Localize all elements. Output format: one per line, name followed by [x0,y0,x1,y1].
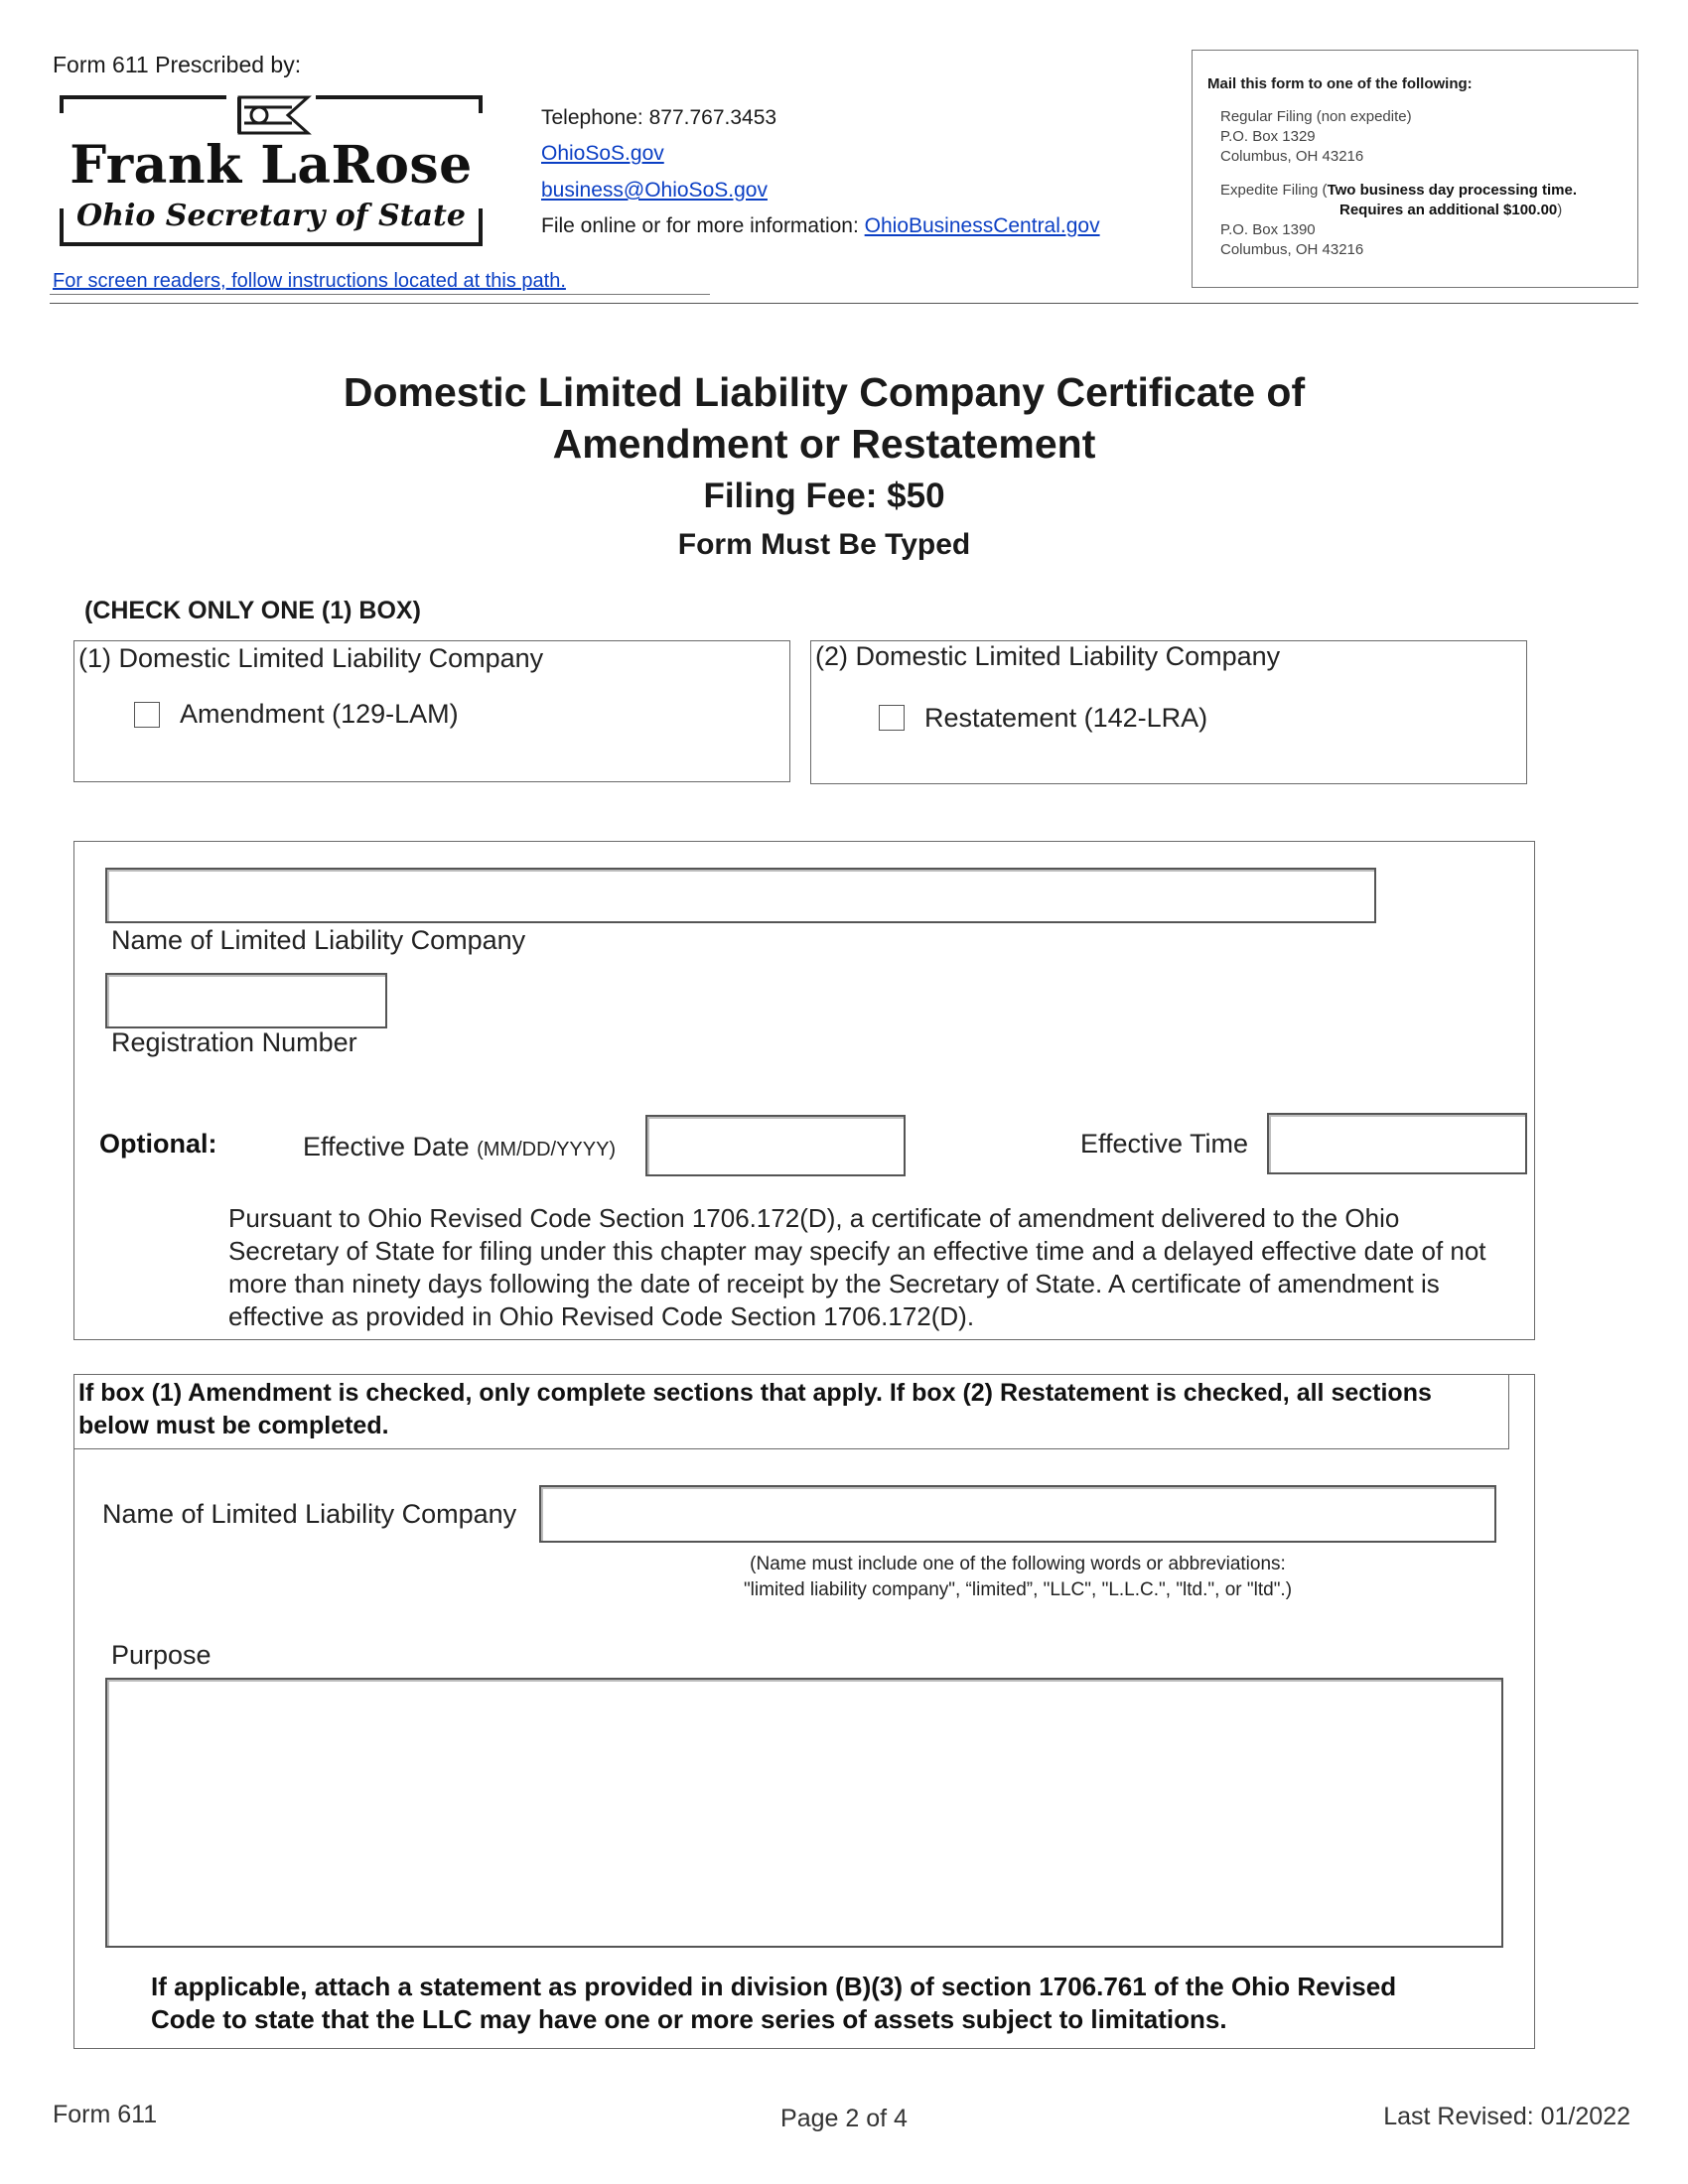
expedite-prefix: Expedite Filing ( [1220,182,1328,199]
restatement-checkbox[interactable] [879,705,905,731]
filing-fee: Filing Fee: $50 [703,477,945,515]
option2-heading: (2) Domestic Limited Liability Company [815,641,1281,671]
logo-name: Frank LaRose [70,135,473,196]
optional-label: Optional: [99,1129,217,1159]
expedite-fee: Requires an additional $100.00 [1339,202,1558,218]
restatement-option-box [810,640,1527,784]
option1-heading: (1) Domestic Limited Liability Company [78,643,544,673]
expedite-filing-label [1220,182,1577,199]
purpose-label: Purpose [111,1640,211,1670]
effective-date-text: Effective Date [303,1132,478,1161]
effective-date-label [303,1132,616,1162]
amendment-checkbox[interactable] [134,702,160,728]
section2-instructions: If box (1) Amendment is checked, only complete sections that apply. If box (2) Restatement is checked, all sections below must be completed. [78,1379,1432,1439]
effective-date-input[interactable] [645,1115,906,1176]
new-llc-name-label: Name of Limited Liability Company [102,1499,517,1529]
expedite-suffix: ) [1557,202,1563,218]
form-must-be-typed: Form Must Be Typed [677,528,971,561]
footer-last-revised: Last Revised: 01/2022 [1383,2103,1630,2130]
website-link[interactable]: OhioSoS.gov [541,142,664,165]
effective-time-input[interactable] [1267,1113,1527,1174]
name-requirement-note-2: "limited liability company", “limited”, "LLC", "L.L.C.", "ltd.", or "ltd".) [743,1579,1293,1600]
form-title-line1: Domestic Limited Liability Company Certificate of [343,369,1306,415]
series-attachment-note: If applicable, attach a statement as provided in division (B)(3) of section 1706.761 of the Ohio Revised Code to state that the LLC may have one or more series of assets subject to limitations. [151,1972,1397,2034]
screen-reader-link[interactable]: For screen readers, follow instructions located at this path. [53,270,566,292]
expedite-fee-line [1339,202,1562,218]
footer-page-number: Page 2 of 4 [780,2105,908,2132]
purpose-textarea[interactable] [105,1678,1503,1948]
restatement-label: Restatement (142-LRA) [924,703,1208,733]
logo-subtitle: Ohio Secretary of State [76,199,466,233]
email-link[interactable]: business@OhioSoS.gov [541,179,768,202]
mail-title: Mail this form to one of the following: [1207,75,1473,92]
amendment-option-box [73,640,790,782]
business-central-link[interactable]: OhioBusinessCentral.gov [864,214,1100,237]
registration-number-label: Registration Number [111,1027,357,1057]
header-divider [50,294,710,295]
registration-number-input[interactable] [105,973,387,1028]
footer-form-number: Form 611 [53,2101,158,2128]
expedite-time: Two business day processing time. [1327,182,1578,199]
regular-po-box: P.O. Box 1329 [1220,128,1316,145]
llc-name-label: Name of Limited Liability Company [111,925,526,955]
file-online-text: File online or for more information: [541,214,865,237]
check-one-instruction: (CHECK ONLY ONE (1) BOX) [84,597,421,624]
name-requirement-note-1: (Name must include one of the following words or abbreviations: [750,1554,1286,1574]
regular-city: Columbus, OH 43216 [1220,148,1364,165]
effective-time-label: Effective Time [1080,1129,1249,1159]
mail-instructions-box [1192,50,1638,288]
telephone: Telephone: 877.767.3453 [541,106,777,129]
statute-text: Pursuant to Ohio Revised Code Section 1706.172(D), a certificate of amendment delivered to the Ohio Secretary of State for filing under this chapter may specify an effective time and a delayed effective date of not more than ninety days following the date of receipt by the Secretary of State. A certificate of amendment is effective as provided in Ohio Revised Code Section 1706.172(D). [228,1203,1486,1331]
file-online-line [541,214,1100,238]
form-prescribed-label: Form 611 Prescribed by: [53,52,302,77]
expedite-city: Columbus, OH 43216 [1220,241,1364,258]
llc-name-input[interactable] [105,868,1376,923]
regular-filing-label: Regular Filing (non expedite) [1220,108,1412,125]
secretary-logo [58,91,485,250]
effective-date-format: (MM/DD/YYYY) [477,1139,617,1160]
amendment-label: Amendment (129-LAM) [180,699,459,729]
form-title-line2: Amendment or Restatement [552,421,1096,467]
expedite-po-box: P.O. Box 1390 [1220,221,1316,238]
header-rule [50,303,1638,304]
new-llc-name-input[interactable] [539,1485,1496,1543]
